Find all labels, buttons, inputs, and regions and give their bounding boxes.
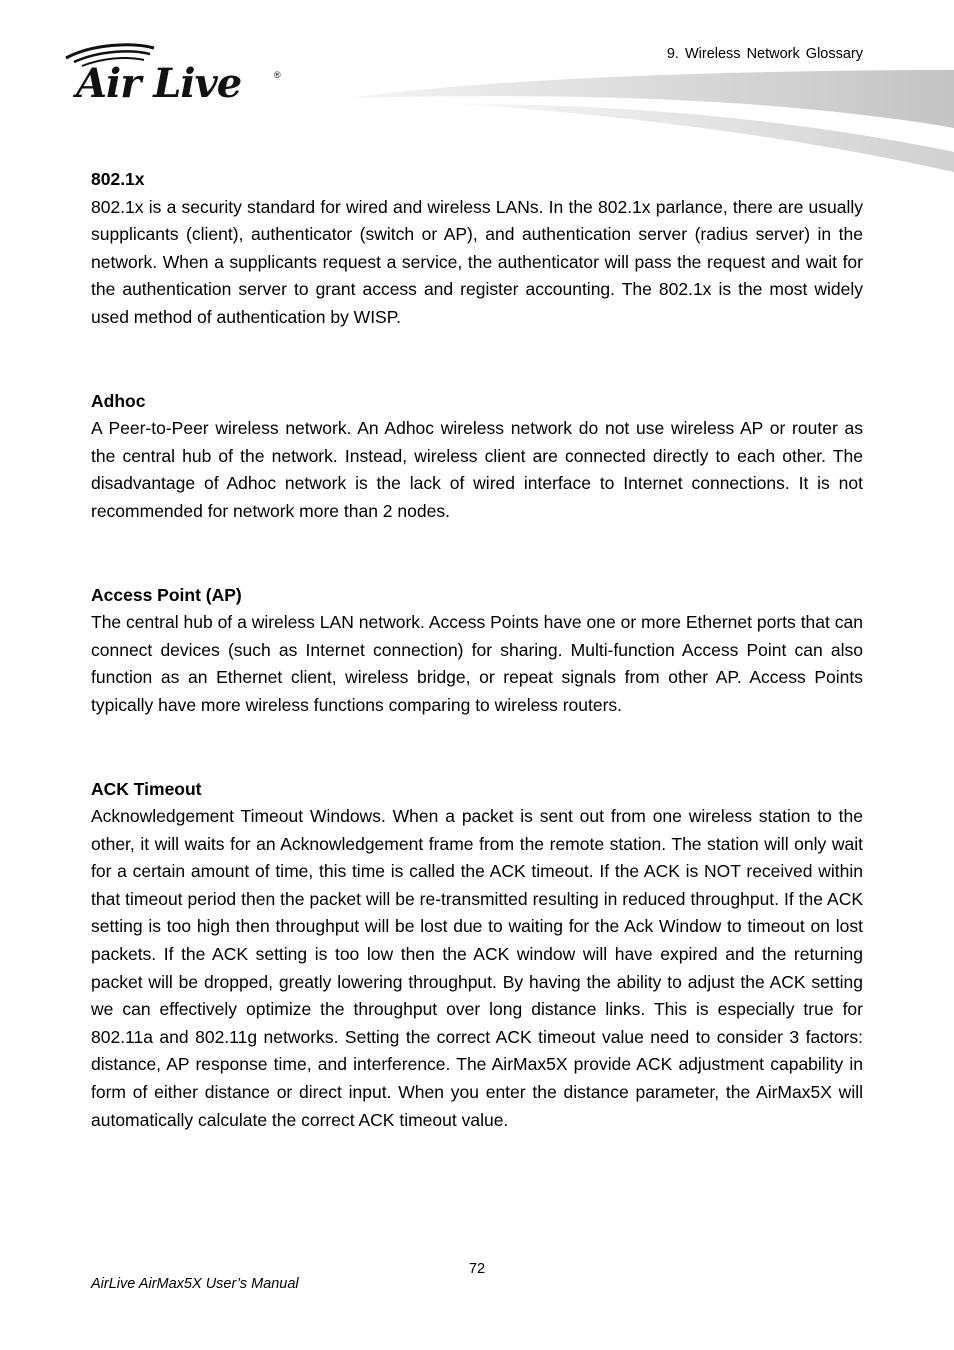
glossary-definition: 802.1x is a security standard for wired and wireless LANs. In the 802.1x parlance, there are usually supplicants (client), authenticator (switch or AP), and authentication server (radius server) in the network. When a supplicants request a service, the authenticator will pass the request and wait for the authentication server to grant access and register accounting. The 802.1x is the most widely used method of authentication by WISP. xyxy=(91,196,863,327)
glossary-term: Access Point (AP) xyxy=(91,584,242,605)
logo-registered-mark: ® xyxy=(274,70,281,80)
glossary-entry-adhoc xyxy=(91,388,863,526)
glossary-content xyxy=(91,166,863,1190)
glossary-term: 802.1x xyxy=(91,169,145,189)
glossary-term: ACK Timeout xyxy=(91,778,202,799)
page-number: 72 xyxy=(468,1261,486,1277)
airlive-logo xyxy=(62,40,292,110)
glossary-entry-ack-timeout xyxy=(91,776,863,1135)
chapter-title: 9. Wireless Network Glossary xyxy=(666,46,863,62)
glossary-definition: A Peer-to-Peer wireless network. An Adhoc wireless network do not use wireless AP or router as the central hub of the network. Instead, wireless client are connected directly to each other. The disadvantage of Adhoc network is the lack of wired interface to Internet connections. It is not recommended for network more than 2 nodes. xyxy=(91,418,863,521)
glossary-definition: Acknowledgement Timeout Windows. When a packet is sent out from one wireless station to the other, it will waits for an Acknowledgement frame from the remote station. The station will only wait for a certain amount of time, this time is called the ACK timeout. If the ACK is NOT received within that timeout period then the packet will be re-transmitted resulting in reduced throughput. If the ACK setting is too high then throughput will be lost due to waiting for the Ack Window to timeout on lost packets. If the ACK setting is too low then the ACK window will have expired and the returning packet will be dropped, greatly lowering throughput. By having the ability to adjust the ACK setting we can effectively optimize the throughput over long distance links. This is especially true for 802.11a and 802.11g networks. Setting the correct ACK timeout value need to consider 3 factors: distance, AP response time, and interference. The AirMax5X provide ACK adjustment capability in form of either distance or direct input. When you enter the distance parameter, the AirMax5X will automatically calculate the correct ACK timeout value. xyxy=(91,806,863,1130)
logo-wordmark: Air Live xyxy=(76,60,242,107)
glossary-entry-access-point xyxy=(91,582,863,720)
footer-manual-title: AirLive AirMax5X User’s Manual xyxy=(91,1276,299,1292)
glossary-term: Adhoc xyxy=(91,390,146,411)
glossary-definition: The central hub of a wireless LAN network. Access Points have one or more Ethernet ports that can connect devices (such as Internet connection) for sharing. Multi-function Access Point can also function as an Ethernet client, wireless bridge, or repeat signals from other AP. Access Points typically have more wireless functions comparing to wireless routers. xyxy=(91,612,863,715)
glossary-entry-8021x xyxy=(91,166,863,332)
